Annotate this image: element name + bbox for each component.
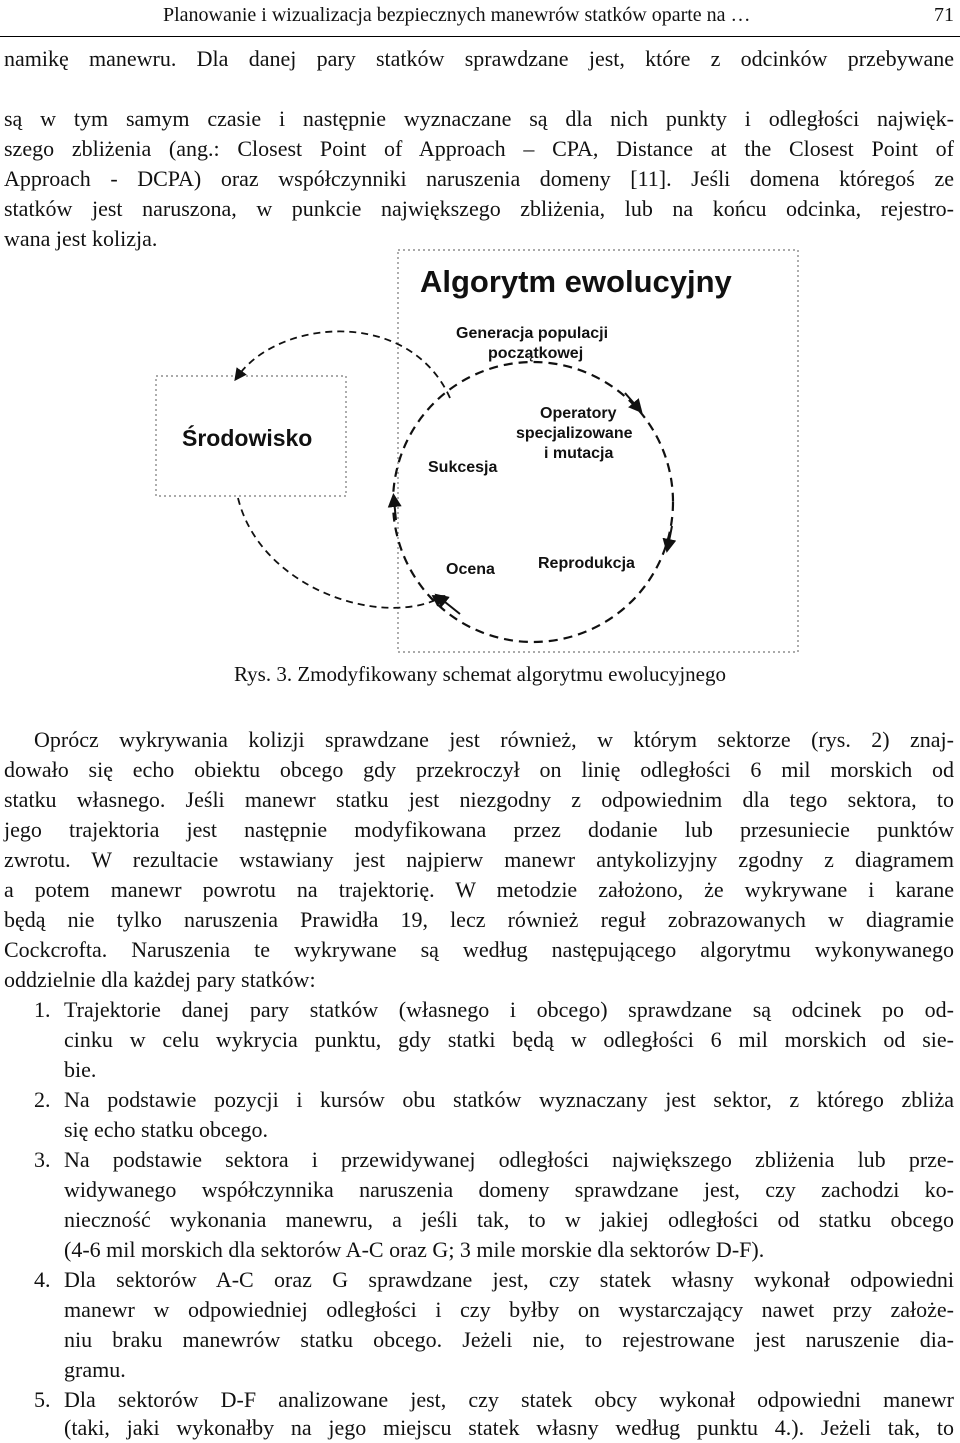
list-item-line: Dla sektorów D-F analizowane jest, czy statek obcy wykonał odpowiedni manewr: [64, 1387, 954, 1412]
list-item-line: widywanego współczynnika naruszenia domeny sprawdzane jest, czy zachodzi ko-: [64, 1177, 954, 1202]
list-item-line: Trajektorie danej pary statków (własnego i obcego) sprawdzane są odcinek po od-: [64, 997, 954, 1022]
list-item-line: Na podstawie pozycji i kursów obu statków wyznaczany jest sektor, z którego zbliża: [64, 1087, 954, 1112]
list-item-line: się echo statku obcego.: [64, 1117, 269, 1142]
list-item-line: cinku w celu wykrycia punktu, gdy statki będą w odległości 6 mil morskich od sie-: [64, 1027, 954, 1052]
list-number: 5.: [34, 1387, 51, 1412]
list-number: 2.: [34, 1087, 51, 1112]
text-line: statku własnego. Jeśli manewr statku jest niezgodny z odpowiednim dla tego sektora, to: [4, 787, 954, 812]
stage-operators: specjalizowane: [516, 425, 633, 442]
text-line: oddzielnie dla każdej pary statków:: [4, 967, 316, 992]
list-item-line: gramu.: [64, 1357, 126, 1382]
stage-succession: Sukcesja: [428, 459, 498, 476]
stage-evaluation: Ocena: [446, 561, 495, 578]
list-item-line: nieczność wykonania manewru, a jeśli tak, to w jakiej odległości od statku obcego: [64, 1207, 954, 1232]
text-line: Oprócz wykrywania kolizji sprawdzane jest również, w którym sektorze (rys. 2) znaj-: [34, 727, 954, 752]
text-line: a potem manewr powrotu na trajektorię. W metodzie założono, że wykrywane i karane: [4, 877, 954, 902]
list-number: 1.: [34, 997, 51, 1022]
list-item-line: bie.: [64, 1057, 97, 1082]
figure-caption: Rys. 3. Zmodyfikowany schemat algorytmu ewolucyjnego: [234, 662, 726, 686]
text-line: namikę manewru. Dla danej pary statków sprawdzane jest, które z odcinków przebywane: [4, 46, 954, 71]
text-line: szego zbliżenia (ang.: Closest Point of Approach – CPA, Distance at the Closest Point of: [4, 136, 954, 161]
environment-loop-top: [238, 331, 450, 398]
text-line: statków jest naruszona, w punkcie największego zbliżenia, lub na końcu odcinka, rejestro-: [4, 196, 954, 221]
text-line: dowało się echo obiektu obcego gdy przekroczył on linię odległości 6 mil morskich od: [4, 757, 954, 782]
text-line: Approach - DCPA) oraz współczynniki naruszenia domeny [11]. Jeśli domena któregoś ze: [4, 166, 954, 191]
list-item-line: (4-6 mil morskich dla sektorów A-C oraz G; 3 mile morskie dla sektorów D-F).: [64, 1237, 765, 1262]
environment-loop-bottom: [238, 498, 440, 608]
figure-diagram: [150, 248, 802, 656]
list-item-line: (taki, jaki wykonałby na jego miejscu statek własny według punktu 4.). Jeżeli tak, to: [64, 1415, 954, 1440]
text-line: będą nie tylko naruszenia Prawidła 19, lecz również reguł zobrazowanych w diagramie: [4, 907, 954, 932]
list-number: 3.: [34, 1147, 51, 1172]
stage-operators: i mutacja: [544, 445, 614, 462]
cycle-arrow: [625, 393, 638, 408]
evolutionary-algorithm-figure: [150, 248, 802, 656]
environment-label: Środowisko: [182, 425, 313, 451]
figure-title: Algorytm ewolucyjny: [420, 264, 732, 299]
list-number: 4.: [34, 1267, 51, 1292]
cycle-arrow: [440, 598, 460, 614]
running-header: [0, 0, 960, 37]
page-number: 71: [934, 4, 954, 26]
stage-generation: Generacja populacji: [456, 325, 609, 342]
running-title: Planowanie i wizualizacja bezpiecznych manewrów statków oparte na …: [163, 4, 751, 26]
list-item-line: Dla sektorów A-C oraz G sprawdzane jest, czy statek własny wykonał odpowiedni: [64, 1267, 954, 1292]
text-line: Cockcrofta. Naruszenia te wykrywane są według następującego algorytmu wykonywanego: [4, 937, 954, 962]
list-item-line: niu braku manewrów statku obcego. Jeżeli nie, to rejestrowane jest naruszenie dia-: [64, 1327, 954, 1352]
text-line: zwrotu. W rezultacie wstawiany jest najpierw manewr antykolizyjny zgodny z diagramem: [4, 847, 954, 872]
list-item-line: Na podstawie sektora i przewidywanej odległości największego zbliżenia lub prze-: [64, 1147, 954, 1172]
text-line: jego trajektoria jest następnie modyfikowana przez dodanie lub przesuniecie punktów: [4, 817, 954, 842]
list-item-line: manewr w odpowiedniej odległości i czy byłby on wystarczający nawet przy założe-: [64, 1297, 954, 1322]
text-line: wana jest kolizja.: [4, 226, 158, 251]
stage-generation: początkowej: [488, 345, 584, 362]
stage-operators: Operatory: [540, 405, 617, 422]
stage-reproduction: Reprodukcja: [538, 555, 635, 572]
text-line: są w tym samym czasie i następnie wyznaczane są dla nich punkty i odległości najwięk-: [4, 106, 954, 131]
